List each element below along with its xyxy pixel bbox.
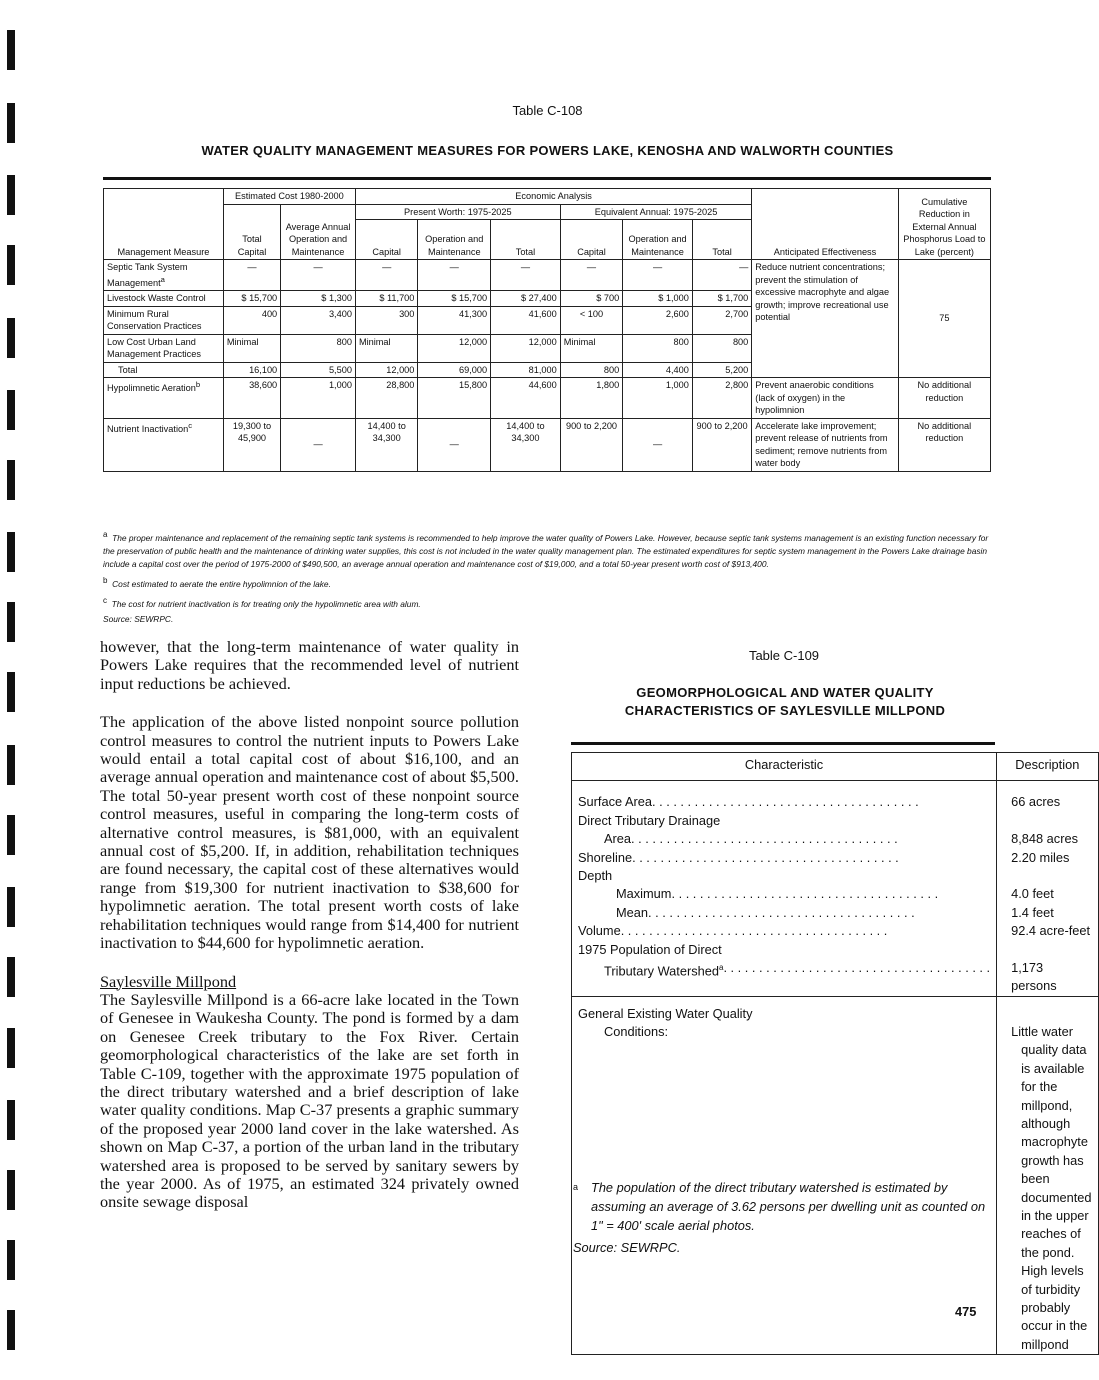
- characteristics-cell: [572, 781, 997, 996]
- cell-measure: [104, 260, 224, 291]
- binder-mark: [7, 745, 15, 785]
- binder-mark: [7, 602, 15, 642]
- cell-value: $ 1,000: [623, 291, 693, 307]
- values-cell: [997, 781, 1098, 996]
- measure-label: Nutrient Inactivation: [107, 423, 189, 434]
- binder-mark: [7, 1240, 15, 1280]
- list-item: Direct Tributary Drainage: [578, 812, 721, 828]
- cell-value: 81,000: [491, 362, 561, 378]
- footnote-marker: b: [195, 380, 201, 390]
- binder-mark: [7, 460, 15, 500]
- table-title: GEOMORPHOLOGICAL AND WATER QUALITY CHARACTERISTICS OF SAYLESVILLE MILLPOND: [624, 685, 946, 718]
- list-item: [578, 904, 990, 922]
- table-row: [104, 418, 991, 471]
- cell-value: —: [623, 418, 693, 471]
- table-row: [104, 378, 991, 419]
- cell-value: 41,600: [491, 306, 561, 334]
- cell-value: 800: [281, 334, 356, 362]
- cell-value: 69,000: [418, 362, 491, 378]
- measure-label: Septic Tank System Management: [107, 262, 188, 288]
- binder-mark: [7, 1028, 15, 1068]
- label: Shoreline: [578, 849, 633, 865]
- cell-value: 1,000: [281, 378, 356, 419]
- value: 1.4 feet: [1011, 904, 1054, 920]
- list-item: [578, 793, 990, 811]
- paragraph: The Saylesville Millpond is a 66-acre lake located in the Town of Genesee in Waukesha County. The pond is formed by a dam on Genesee Creek tributary to the Fox River. Certain geomorphological characteristics of the lake are set forth in Table C-109, together with the approximate 1975 population of the direct tributary watershed and a brief description of lake water quality conditions. Map C-37 presents a graphic summary of the proposed year 2000 land cover in the lake watershed. As shown on Map C-37, a portion of the urban land in the tributary watershed area is proposed to be served by sanitary sewers by the year 2000. As of 1975, an estimated 324 privately owned onsite sewage disposal: [100, 989, 519, 1212]
- cell-value: 41,300: [418, 306, 491, 334]
- value: 66 acres: [1011, 794, 1061, 810]
- header-ea-om: Operation and Maintenance: [623, 220, 693, 260]
- footnote-c-text: The cost for nutrient inactivation is for treating only the hypolimnetic area with alum.: [111, 598, 421, 609]
- cell-value: 5,200: [692, 362, 751, 378]
- cell-value: 19,300 to 45,900: [223, 418, 280, 471]
- table-label: Table C-109: [748, 648, 820, 663]
- cell-effectiveness: Prevent anaerobic conditions (lack of oxygen) in the hypolimnion: [752, 378, 898, 419]
- cell-value: $ 15,700: [418, 291, 491, 307]
- table-row: [572, 781, 1099, 996]
- binder-mark: [7, 390, 15, 430]
- group-effectiveness: Reduce nutrient concentrations; prevent the stimulation of excessive macrophyte and algae growth; improve recreational use potential: [752, 260, 898, 378]
- table-rule: [103, 177, 991, 180]
- body-text-left: [100, 638, 519, 1212]
- list-item: Conditions:: [604, 1024, 669, 1040]
- header-present-worth: Present Worth: 1975-2025: [355, 204, 560, 220]
- measure-label: Livestock Waste Control: [104, 291, 224, 307]
- cell-value: $ 15,700: [223, 291, 280, 307]
- table-title: WATER QUALITY MANAGEMENT MEASURES FOR POWERS LAKE, KENOSHA AND WALWORTH COUNTIES: [201, 143, 894, 158]
- cell-value: 5,500: [281, 362, 356, 378]
- binder-mark: [7, 318, 15, 358]
- table-footnote-a: a The population of the direct tributary watershed is estimated by assuming an average of 3.62 persons per dwelling unit as counted on 1" = 400' scale aerial photos. Source: SEWRPC.: [573, 1178, 998, 1257]
- binder-mark: [7, 30, 15, 70]
- characteristics-cell: [572, 996, 997, 1354]
- cell-value: $ 27,400: [491, 291, 561, 307]
- cell-value: 800: [560, 362, 622, 378]
- cell-reduction: No additional reduction: [898, 378, 990, 419]
- binder-mark: [7, 957, 15, 997]
- header-pw-total: Total: [491, 220, 561, 260]
- cell-value: $ 700: [560, 291, 622, 307]
- label: Maximum: [616, 886, 672, 902]
- cell-value: Minimal: [355, 334, 417, 362]
- cell-value: Minimal: [223, 334, 280, 362]
- label: Tributary Watershed$^a$: [604, 963, 724, 979]
- binder-mark: [7, 887, 15, 927]
- table-footnotes: [103, 528, 993, 629]
- footnote-marker: a: [160, 274, 165, 284]
- table-c109: [571, 752, 1099, 1355]
- value: 8,848 acres: [1011, 831, 1078, 847]
- measure-label: Minimum Rural Conservation Practices: [104, 306, 224, 334]
- binder-mark: [7, 1310, 15, 1350]
- cell-value: 900 to 2,200: [560, 418, 622, 471]
- cell-value: 1,000: [623, 378, 693, 419]
- footnote-source: Source: SEWRPC.: [103, 614, 174, 625]
- cell-value: 4,400: [623, 362, 693, 378]
- cell-value: 2,700: [692, 306, 751, 334]
- cell-value: $ 11,700: [355, 291, 417, 307]
- cell-value: 38,600: [223, 378, 280, 419]
- cell-value: 1,800: [560, 378, 622, 419]
- paragraph: The application of the above listed nonpoint source pollution control measures to control the nutrient inputs to Powers Lake would entail a total capital cost of about $16,100, and an average annual operation and maintenance cost of about $5,500. The total 50-year present worth cost of these nonpoint source control measures, useful in comparing the long-term costs of alternative control measures, is $81,000, with an equivalent annual cost of $5,200. If, in addition, rehabilitation techniques are found necessary, the capital cost of these alternatives would range from $19,300 for nutrient inactivation to $38,600 for hypolimnetic aeration. The total present worth costs of lake rehabilitation techniques would range from $14,400 for nutrient inactivation to $44,600 for hypolimnetic aeration.: [100, 712, 519, 953]
- label: Mean: [616, 904, 649, 920]
- cell-measure: [104, 378, 224, 419]
- cell-value: 12,000: [491, 334, 561, 362]
- cell-value: 900 to 2,200: [692, 418, 751, 471]
- list-item: [578, 922, 990, 940]
- binder-mark: [7, 532, 15, 572]
- header-management-measure: Management Measure: [104, 189, 224, 260]
- footnote-text: The population of the direct tributary watershed is estimated by assuming an average of 3.62 persons per dwelling unit as counted on 1" = 400' scale aerial photos.: [591, 1180, 986, 1233]
- cell-value: 800: [623, 334, 693, 362]
- cell-value: $ 1,300: [281, 291, 356, 307]
- value: 4.0 feet: [1011, 886, 1054, 902]
- label: Surface Area: [578, 794, 652, 810]
- binder-mark: [7, 1170, 15, 1210]
- header-pw-om: Operation and Maintenance: [418, 220, 491, 260]
- cell-value: 400: [223, 306, 280, 334]
- cell-value: 3,400: [281, 306, 356, 334]
- table-label: Table C-108: [512, 103, 583, 118]
- paragraph: however, that the long-term maintenance of water quality in Powers Lake requires that the recommended level of nutrient input reductions be achieved.: [100, 637, 519, 693]
- list-item: General Existing Water Quality: [578, 1005, 753, 1021]
- list-item: [578, 849, 990, 867]
- cell-value: —: [418, 260, 491, 291]
- group-reduction: 75: [898, 260, 990, 378]
- list-item: 1975 Population of Direct: [578, 941, 722, 957]
- cell-value: —: [355, 260, 417, 291]
- cell-measure: [104, 418, 224, 471]
- label-text: Tributary Watershed: [604, 963, 719, 979]
- cell-value: 2,800: [692, 378, 751, 419]
- binder-mark: [7, 1100, 15, 1140]
- page-number: 475: [955, 1304, 977, 1319]
- cell-reduction: No additional reduction: [898, 418, 990, 471]
- section-heading: Saylesville Millpond: [100, 971, 237, 991]
- cell-value: —: [281, 260, 356, 291]
- footnote-c: $^c$ The cost for nutrient inactivation is for treating only the hypolimnetic area with alum.: [103, 595, 421, 609]
- header-ea-capital: Capital: [560, 220, 622, 260]
- label: Volume: [578, 923, 621, 939]
- footnote-b: $^b$ Cost estimated to aerate the entire hypolimnion of the lake.: [103, 575, 331, 589]
- cell-value: Minimal: [560, 334, 622, 362]
- value: Little water quality data is available for the millpond, although macrophyte growth has been documented in the upper reaches of the pond. High levels of turbidity probably occur in the millpond: [1011, 1023, 1092, 1352]
- header-equivalent-annual: Equivalent Annual: 1975-2025: [560, 204, 752, 220]
- list-item: [578, 830, 990, 848]
- header-pw-capital: Capital: [355, 220, 417, 260]
- cell-value: 300: [355, 306, 417, 334]
- header-avg-annual-om: Average Annual Operation and Maintenance: [281, 204, 356, 260]
- header-ea-total: Total: [692, 220, 751, 260]
- list-item: [578, 885, 990, 903]
- list-item: [578, 959, 990, 981]
- cell-value: < 100: [560, 306, 622, 334]
- header-anticipated-effectiveness: Anticipated Effectiveness: [752, 189, 898, 260]
- cell-value: —: [692, 260, 751, 291]
- cell-value: 15,800: [418, 378, 491, 419]
- binder-mark: [7, 175, 15, 215]
- measure-label: Hypolimnetic Aeration: [107, 383, 196, 394]
- footnote-a: $^a$ The proper maintenance and replacement of the remaining septic tank systems is recommended to help improve the water quality of Powers Lake. However, because septic tank systems management is an existing function necessary for the preservation of public health and the maintenance of drinking water supplies, this cost is not included in the water quality management plan. The estimated expenditures for septic system management in the Powers Lake drainage basin include a capital cost over the period of 1975-2000 of $490,500, an average annual operation and maintenance cost of $19,000, and a total 50-year present worth cost of $913,400.: [103, 530, 989, 569]
- cell-value: —: [623, 260, 693, 291]
- cell-value: —: [560, 260, 622, 291]
- footnote-a-text: The proper maintenance and replacement of the remaining septic tank systems is recommended to help improve the water quality of Powers Lake. However, because septic tank systems management is an existing function necessary for the preservation of public health and the maintenance of drinking water supplies, this cost is not included in the water quality management plan. The estimated expenditures for septic system management in the Powers Lake drainage basin include a capital cost over the period of 1975-2000 of $490,500, an average annual operation and maintenance cost of $19,000, and a total 50-year present worth cost of $913,400.: [103, 532, 989, 569]
- header-characteristic: Characteristic: [572, 753, 997, 781]
- cell-effectiveness: Accelerate lake improvement; prevent release of nutrients from sediment; remove nutrients from water body: [752, 418, 898, 471]
- cell-value: —: [418, 418, 491, 471]
- cell-value: 2,600: [623, 306, 693, 334]
- cell-value: $ 1,700: [692, 291, 751, 307]
- header-cumulative-reduction: Cumulative Reduction in External Annual Phosphorus Load to Lake (percent): [898, 189, 990, 260]
- header-economic-analysis: Economic Analysis: [355, 189, 751, 205]
- binder-mark: [7, 245, 15, 285]
- cell-value: —: [281, 418, 356, 471]
- cell-value: 12,000: [355, 362, 417, 378]
- footnote-marker: c: [188, 420, 193, 430]
- measure-label: Low Cost Urban Land Management Practices: [104, 334, 224, 362]
- footnote-b-text: Cost estimated to aerate the entire hypolimnion of the lake.: [112, 578, 331, 589]
- measure-label: Total: [104, 362, 224, 378]
- cell-value: —: [491, 260, 561, 291]
- binder-mark: [7, 672, 15, 712]
- label: Area: [604, 831, 632, 847]
- value: 2.20 miles: [1011, 849, 1070, 865]
- table-row: [572, 996, 1099, 1354]
- header-total-capital: Total Capital: [223, 204, 280, 260]
- cell-value: 14,400 to 34,300: [491, 418, 561, 471]
- footnote-source: Source: SEWRPC.: [573, 1240, 681, 1255]
- cell-value: 12,000: [418, 334, 491, 362]
- cell-value: 16,100: [223, 362, 280, 378]
- header-description: Description: [997, 753, 1098, 781]
- value: 92.4 acre-feet: [1011, 923, 1091, 939]
- cell-value: 14,400 to 34,300: [355, 418, 417, 471]
- header-estimated-cost: Estimated Cost 1980-2000: [223, 189, 355, 205]
- binder-mark: [7, 815, 15, 855]
- values-cell: [997, 996, 1098, 1354]
- cell-value: 44,600: [491, 378, 561, 419]
- list-item: Depth: [578, 868, 613, 884]
- cell-value: 28,800: [355, 378, 417, 419]
- table-row: [104, 260, 991, 291]
- cell-value: —: [223, 260, 280, 291]
- cell-value: 800: [692, 334, 751, 362]
- value: 1,173 persons: [1011, 960, 1057, 994]
- table-rule: [571, 742, 995, 745]
- table-c108: [103, 188, 991, 472]
